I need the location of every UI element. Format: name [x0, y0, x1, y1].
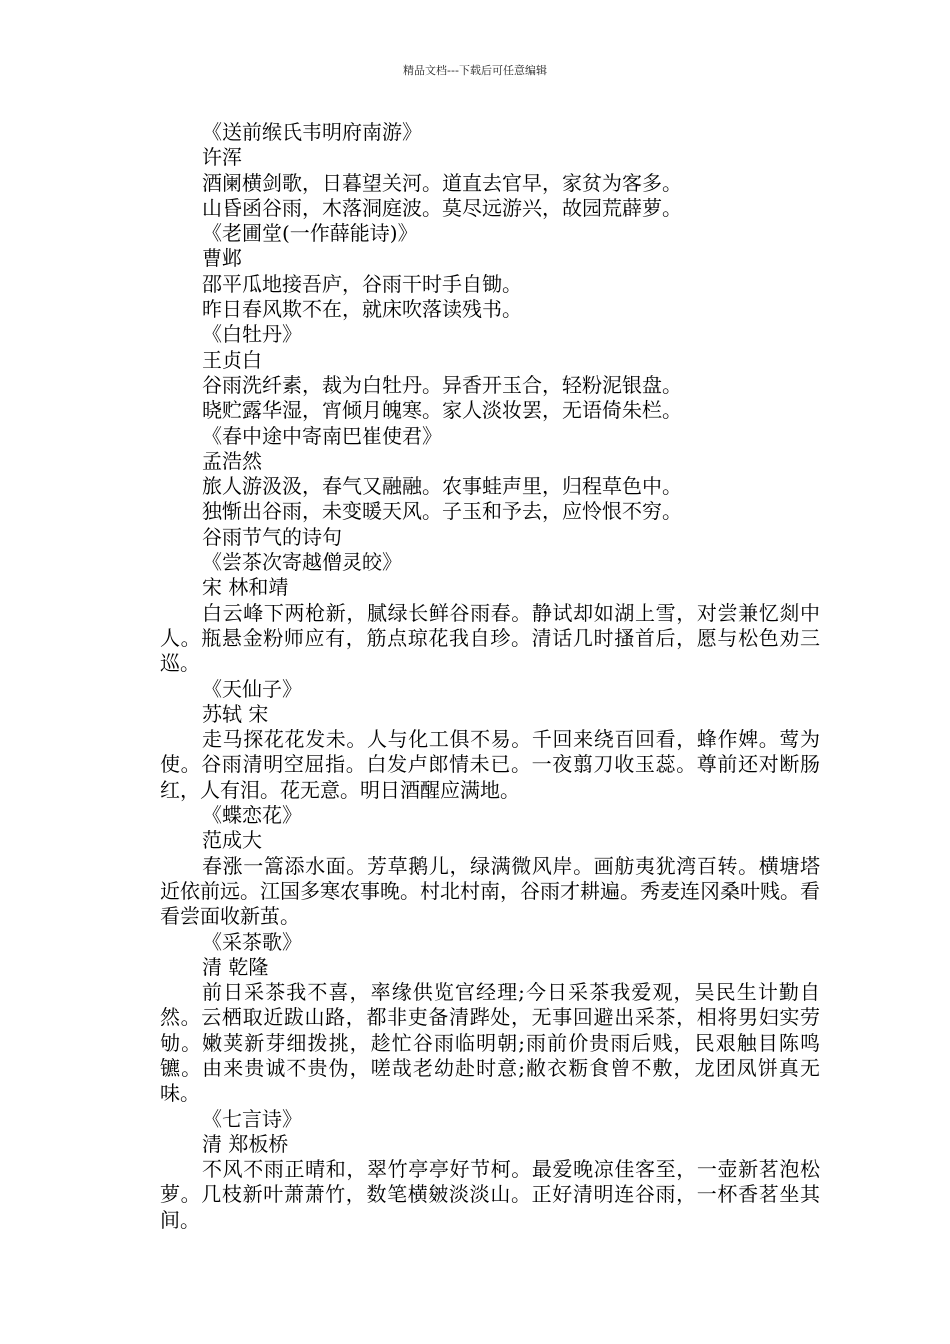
text-line: 《老圃堂(一作薛能诗)》: [202, 221, 418, 246]
text-line: 《送前缑氏韦明府南游》: [202, 120, 422, 144]
text-line: 昨日春风欺不在，就床吹落读残书。: [202, 297, 522, 322]
poem-paragraph: 不风不雨正晴和，翠竹亭亭好节柯。最爱晚凉佳客至，一壶新茗泡松萝。几枝新叶萧萧竹，数笔横皴淡淡山。正好清明连谷雨，一杯香茗坐其间。: [160, 1157, 820, 1232]
text-line: 清 乾隆: [202, 954, 269, 979]
text-line: 《七言诗》: [202, 1106, 302, 1131]
page-header: 精品文档---下载后可任意编辑: [403, 64, 547, 77]
poem-paragraph: 走马探花花发未。人与化工俱不易。千回来绕百回看，蜂作婢。莺为使。谷雨清明空屈指。白发卢郎情未已。一夜翦刀收玉蕊。尊前还对断肠红，人有泪。花无意。明日酒醒应满地。: [160, 727, 820, 802]
text-line: 酒阑横剑歌，日暮望关河。道直去官早，家贫为客多。: [202, 170, 682, 195]
text-line: 《尝茶次寄越僧灵皎》: [202, 550, 402, 575]
text-line: 《蝶恋花》: [202, 803, 302, 828]
text-line: 范成大: [202, 828, 262, 853]
text-line: 孟浩然: [202, 448, 262, 473]
text-line: 王贞白: [202, 347, 262, 372]
poem-paragraph: 白云峰下两枪新，腻绿长鲜谷雨春。静试却如湖上雪，对尝兼忆剡中人。瓶悬金粉师应有，筋点琼花我自珍。清话几时搔首后，愿与松色劝三巡。: [160, 600, 820, 676]
text-line: 谷雨洗纤素，裁为白牡丹。异香开玉合，轻粉泥银盘。: [202, 372, 682, 397]
document-body: [160, 120, 820, 1233]
text-line: 《天仙子》: [202, 676, 302, 701]
text-line: 许浑: [202, 145, 242, 170]
text-line: 清 郑板桥: [202, 1131, 289, 1156]
text-line: 《白牡丹》: [202, 322, 302, 347]
text-line: 晓贮露华湿，宵倾月魄寒。家人淡妆罢，无语倚朱栏。: [202, 398, 682, 423]
text-line: 《采茶歌》: [202, 929, 302, 954]
text-line: 山昏函谷雨，木落洞庭波。莫尽远游兴，故园荒薜萝。: [202, 195, 682, 220]
text-line: 谷雨节气的诗句: [202, 524, 342, 549]
text-line: 宋 林和靖: [202, 575, 289, 600]
poem-paragraph: 春涨一篙添水面。芳草鹅儿，绿满微风岸。画舫夷犹湾百转。横塘塔近依前远。江国多寒农事晚。村北村南，谷雨才耕遍。秀麦连冈桑叶贱。看看尝面收新茧。: [160, 853, 820, 929]
text-line: 邵平瓜地接吾庐，谷雨干时手自锄。: [202, 271, 522, 296]
text-line: 独惭出谷雨，未变暖天风。子玉和予去，应怜恨不穷。: [202, 499, 682, 524]
text-line: 苏轼 宋: [202, 701, 269, 726]
text-line: 《春中途中寄南巴崔使君》: [202, 423, 442, 448]
poem-paragraph: 前日采茶我不喜，率缘供览官经理;今日采茶我爱观，吴民生计勤自然。云栖取近跋山路，都非吏备清跸处，无事回避出采茶，相将男妇实劳劬。嫩荚新芽细拨挑，趁忙谷雨临明朝;雨前价贵雨后贱，民艰触目陈鸣镳。由来贵诚不贵伪，嗟哉老幼赴时意;敝衣粝食曾不敷，龙团凤饼真无味。: [160, 980, 820, 1106]
text-line: 曹邺: [202, 246, 242, 271]
text-line: 旅人游汲汲，春气又融融。农事蛙声里，归程草色中。: [202, 474, 682, 499]
